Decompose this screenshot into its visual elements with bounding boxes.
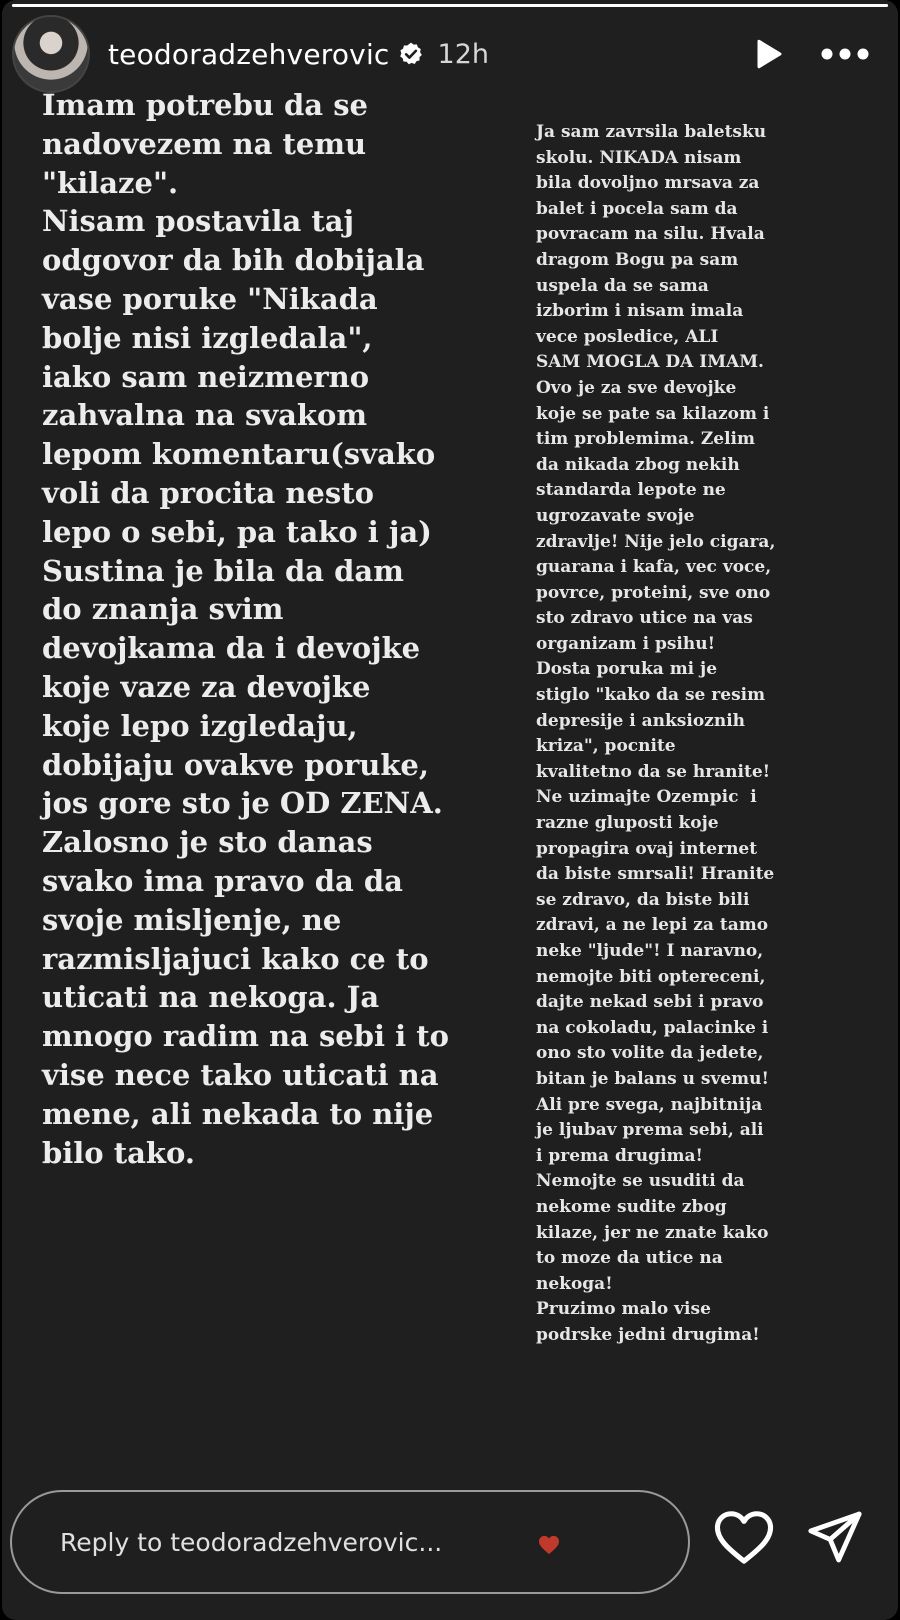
avatar[interactable] <box>12 15 90 93</box>
reply-input[interactable] <box>58 1527 662 1558</box>
reply-bar[interactable] <box>10 1490 690 1594</box>
verified-badge-icon <box>398 41 424 67</box>
username[interactable]: teodoradzehverovic <box>108 37 390 71</box>
story-progress-fill <box>12 4 888 7</box>
story-text-right: Ja sam zavrsila baletsku skolu. NIKADA nisam bila dovoljno mrsava za balet i pocela sam da povracam na silu. Hvala dragom Bogu pa sam uspela da se sama izborim i nisam imala vece posledice, ALI SAM MOGLA DA IMAM. Ovo je za sve devojke koje se pate sa kilazom i tim problemima. Zelim da nikada zbog nekih standarda lepote ne ugrozavate svoje zdravlje! Nije jelo cigara, guarana i kafa, vec voce, povrce, proteini, sve ono sto zdravo utice na vas organizam i psihu! Dosta poruka mi je stiglo "kako da se resim depresije i anksioznih kriza", pocnite kvalitetno da se hranite! Ne uzimajte Ozempic i razne gluposti koje propagira ovaj internet da biste smrsali! Hranite se zdravo, da biste bili zdravi, a ne lepi za tamo neke "ljude"! I naravno, nemojte biti optereceni, dajte nekad sebi i pravo na cokoladu, palacinke i ono sto volite da jedete, bitan je balans u svemu! Ali pre svega, najbitnija je ljubav prema sebi, ali i prema drugima! Nemojte se usuditi da nekome sudite zbog kilaze, jer ne znate kako to moze da utice na nekoga! Pruzimo malo vise podrske jedni drugima! <box>536 122 776 1345</box>
story-time: 12h <box>437 38 489 70</box>
play-icon[interactable] <box>750 36 786 72</box>
story-header <box>12 14 888 94</box>
heart-outline-icon[interactable] <box>714 1510 774 1566</box>
story-viewer[interactable] <box>2 0 898 1620</box>
more-options-icon[interactable] <box>820 47 870 61</box>
story-progress-bar <box>12 4 888 7</box>
story-text-left: Imam potrebu da se nadovezem na temu "kilaze". Nisam postavila taj odgovor da bih dobijala vase poruke "Nikada bolje nisi izgledala", iako sam neizmerno zahvalna na svakom lepom komentaru(svako voli da procita nesto lepo o sebi, pa tako i ja) Sustina je bila da dam do znanja svim devojkama da i devojke koje vaze za devojke koje lepo izgledaju, dobijaju ovakve poruke, jos gore sto je OD ZENA. Zalosno je sto danas svako ima pravo da da svoje misljenje, ne razmisljajuci kako ce to uticati na nekoga. Ja mnogo radim na sebi i to vise nece tako uticati na mene, ali nekada to nije bilo tako. <box>42 88 449 1170</box>
send-icon[interactable] <box>806 1508 864 1566</box>
